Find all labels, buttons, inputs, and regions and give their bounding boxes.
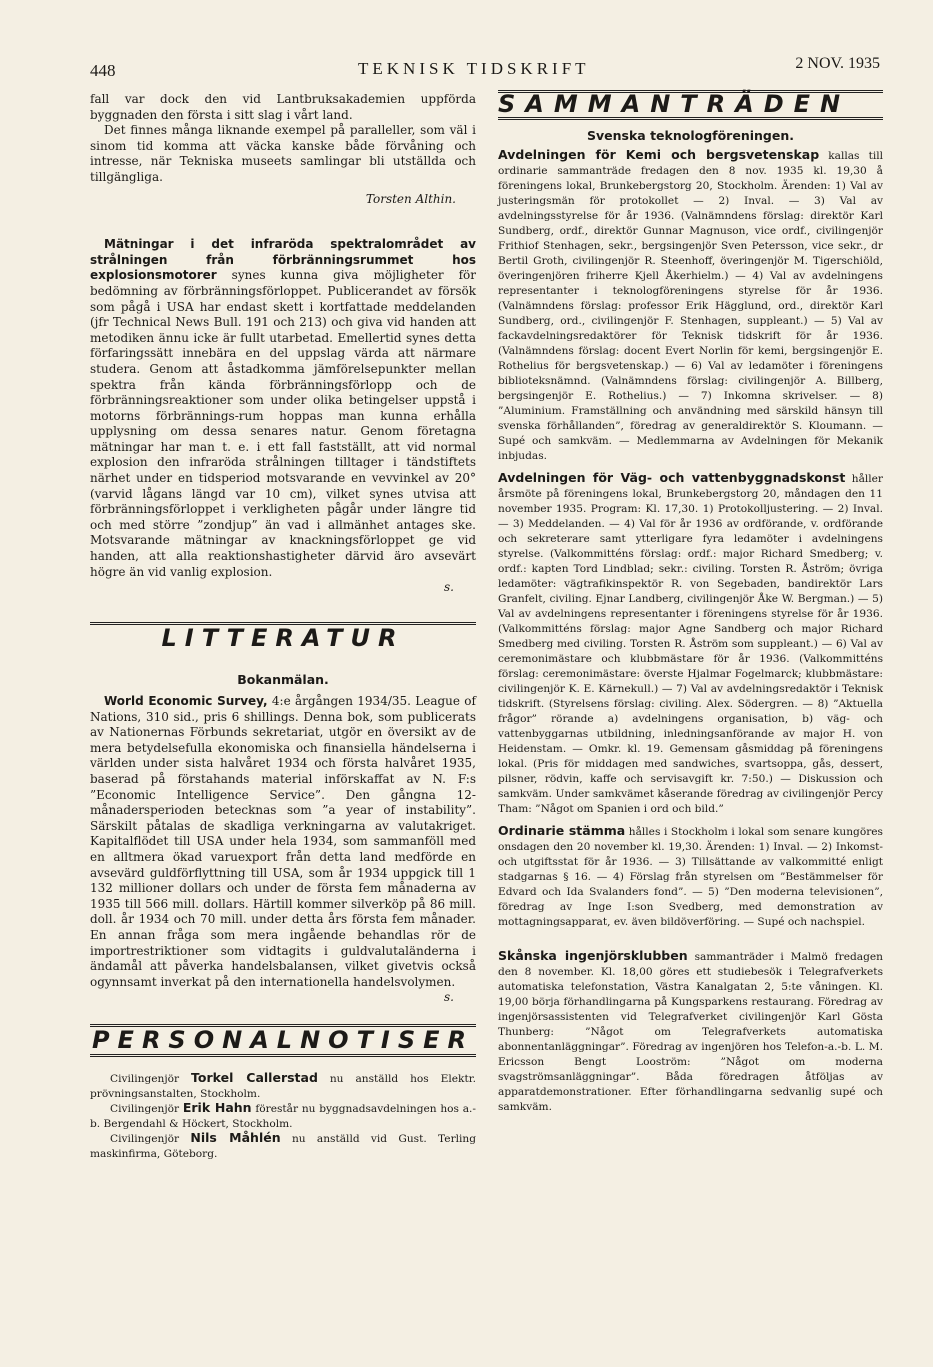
intro-paragraph-1: fall var dock den vid Lantbruksakademien uppförda byggnaden den första i sitt slag i vårt land. <box>90 92 476 122</box>
intro-paragraph-2: Det finnes många liknande exempel på paralleller, som väl i sinom tid komma att väcka kanske både förvåning och intresse, när Tekniska museets samlingar bli utställda och tillgängliga. <box>90 123 476 184</box>
svenska-heading: Svenska teknologföreningen. <box>587 127 794 143</box>
bokanmalan-heading: Bokanmälan. <box>237 672 329 688</box>
article-title: Mätningar i det infraröda spektralområdet av strålningen från förbränningsrummet hos explosionsmotorer <box>90 237 476 283</box>
book-review-body: 4:e årgången 1934/35. League of Nations, 310 sid., pris 6 shillings. Denna bok, som publicerats av Nationernas Förbunds sekretariat, utgör en översikt av de mera betydelsefulla ekonomiska och finansiella händelserna i världen under sista halvåret 1934 och första halvåret 1935, baserad på förstahands material införskaffat av N. F:s ”Economic Intelligence Service”. Den gångna 12-månadersperioden betecknas som ”a year of instability”. Särskilt påtalas de skadliga verkningarna av valutakriget. Kapitalflödet till USA under hela 1934, som sammanföll med en alltmera ökad varuexport från detta land medförde en avsevärd guldförflyttning till USA, som år 1934 uppgick till 1 132 millioner dollars och under de första fem månaderna av 1935 till 566 mill. dollars. Härtill kommer silverköp på 86 mill. doll. år 1934 och 70 mill. under detta års första fem månader. En annan fråga som mera ingående behandlas rör de importrestriktioner som vidtagits i guldvalutaländerna i ändamål att påverka handelsbalansen, vilket givetvis också ogynnsamt inverkat på den internationella handelsvolymen. <box>90 694 476 989</box>
person-name: Torkel Callerstad <box>191 1070 318 1086</box>
ordinarie-body: hålles i Stockholm i lokal som senare kungöres onsdagen den 20 november kl. 19,30. Ärenden: 1) Inval. — 2) Inkomst- och utgiftsstat för år 1936. — 3) Tillsättande av valkommitté enligt stadgarnas § 16. — 4) Förslag från styrelsen om ”Bestämmelser för Edvard och Ida Svalanders fond”. — 5) ”Den moderna televisionen”, föredrag av Inge I:son Svedberg, med demonstration av mottagningsapparat, ev. även bildöverföring. — Supé och nachspiel. <box>498 826 883 929</box>
journal-title: TEKNISK TIDSKRIFT <box>358 59 590 78</box>
person-name: Erik Hahn <box>182 1100 252 1116</box>
skanska-title: Skånska ingenjörsklubben <box>498 948 688 964</box>
personal-item: Civilingenjör Nils Måhlén nu anställd vid Gust. Terling maskinfirma, Göteborg. <box>90 1130 477 1160</box>
kemi-title: Avdelningen för Kemi och bergsvetenskap <box>498 147 820 163</box>
page-header <box>90 55 880 85</box>
personal-banner: PERSONALNOTISER <box>91 1025 475 1054</box>
right-column <box>498 90 883 1115</box>
kemi-body: kallas till ordinarie sammanträde fredagen den 8 nov. 1935 kl. 19,30 å föreningens lokal, Brunkebergstorg 20, Stockholm. Ärenden: 1) Val av justeringsmän för protokollet — 2) Inval. — 3) Val av avdelningsstyrelse för år 1936. (Valnämndens förslag: direktör Karl Sundberg, ordf., direktör Gunnar Magnuson, vice ordf., civilingenjör Frithiof Stenhagen, sekr., bergsingenjör Sven Petersson, vice sekr., dr Bertil Groth, civilingenjör R. Steenhoff, överingenjör M. Tigerschiöld, överingenjören friherre Kjell Åkerhielm.) — 4) Val av avdelningens representanter i teknologföreningens styrelse för år 1936. (Valnämndens förslag: professor Erik Hägglund, ord., direktör Karl Sundberg, ord., civilingenjör F. Stenhagen, suppleant.) — 5) Val av fackavdelningsredaktörer för Teknisk tidskrift för år 1936. (Valnämndens förslag: docent Evert Norlin för kemi, bergsingenjör E. Rothelius för bergsvetenskap.) — 6) Val av ledamöter i föreningens biblioteksnämnd. (Valnämndens förslag: civilingenjör A. Billberg, bergsingenjör E. Rothelius.) — 7) Inkomna skrivelser. — 8) ”Aluminium. Framställning och användning med särskild hänsyn till svenska förhållanden”, föredrag av generaldirektör S. Kloumann. — Supé och samkväm. — Medlemmarna av Avdelningen för Mekanik inbjudas. <box>498 150 883 463</box>
litteratur-banner: LITTERATUR <box>161 623 405 652</box>
vag-title: Avdelningen för Väg- och vattenbyggnadskonst <box>498 470 846 486</box>
skanska-body: sammanträder i Malmö fredagen den 8 november. Kl. 18,00 göres ett studiebesök i Telegrafverkets automatiska telefonstation, Västra Kanalgatan 2, 5:te våningen. Kl. 19,00 börja förhandlingarna på Kungsparkens restaurang. Föredrag av ingenjörsassistenten vid Telegrafverket civilingenjör Karl Gösta Thunberg: ”Något om Telegrafverkets automatiska abonnentanläggningar”. Föredrag av ingenjören hos Telefon-a.-b. L. M. Ericsson Bengt Looström: ”Något om moderna svagströmsanläggningar”. Båda föredragen åtföljas av apparatdemonstrationer. Efter förhandlingarna sedvanlig supé och samkväm. <box>498 951 883 1114</box>
sammantraden-banner: SAMMANTRÄDEN <box>498 90 851 118</box>
personal-item: Civilingenjör Erik Hahn förestår nu byggnadsavdelningen hos a.-b. Bergendahl & Höckert, Stockholm. <box>90 1100 476 1130</box>
page-number: 448 <box>90 61 116 80</box>
personal-item: Civilingenjör Torkel Callerstad nu anställd hos Elektr. prövningsanstalten, Stockholm. <box>90 1070 476 1100</box>
article-body: synes kunna giva möjligheter för bedömning av förbränningsförloppet. Publicerandet av försök som pågå i USA har endast skett i kortfattade meddelanden (jfr Technical News Bull. 191 och 213) och giva vid handen att metodiken ännu icke är fullt utarbetad. Emellertid synes detta förfaringssätt innebära en del uppslag värda att närmare studera. Genom att åstadkomma jämförelsepunkter mellan spektra från kända förbränningsförlopp och de förbränningsreaktioner som under olika betingelser uppstå i motorns förbrännings-rum hoppas man kunna erhålla upplysning om dessa senares natur. Genom företagna mätningar har man t. e. i ett fall fastställt, att vid normal explosion den infraröda strålningen tilltager i tändstiftets närhet under en tidsperiod motsvarande en vevvinkel av 20° (varvid lågans längd var 10 cm), vilket synes utvisa att förbränningsförloppet i verkligheten pågår under längre tid och med större ”zondjup” än vad i allmänhet antages ske. Motsvarande mätningar av knackningsförloppet ge vid handen, att alla reaktionshastigheter därvid äro avsevärt högre än vid vanlig explosion. <box>90 268 476 579</box>
book-signature: s. <box>444 990 454 1005</box>
intro-signature: Torsten Althin. <box>365 191 456 206</box>
book-title: World Economic Survey, <box>104 694 268 708</box>
ordinarie-title: Ordinarie stämma <box>498 823 626 839</box>
vag-body: håller årsmöte på föreningens lokal, Brunkebergstorg 20, måndagen den 11 november 1935. Program: Kl. 17,30. 1) Protokolljustering. — 2) Inval. — 3) Meddelanden. — 4) Val för år 1936 av ordförande, v. ordförande och sekreterare samt ytterligare fyra ledamöter i avdelningens styrelse. (Valkommitténs förslag: ordf.: major Richard Smedberg; v. ordf.: kapten Tord Lindblad; sekr.: civiling. Torsten R. Åström; övriga ledamöter: vägtrafikinspektör R. von Segebaden, bandirektör Lars Granfelt, civiling. Ejnar Landberg, civilingenjör Åke W. Bergman.) — 5) Val av avdelningens representanter i föreningens styrelse för år 1936. (Valkommitténs förslag: major Agne Sandberg och major Richard Smedberg med civiling. Torsten R. Åström som suppleant.) — 6) Val av ceremonimästare och klubbmästare för år 1936. (Valkommitténs förslag: ceremonimästare: överste Hjalmar Fogelmarck; klubbmästare: civilingenjör K. E. Kärnekull.) — 7) Val av avdelningsredaktör i Teknisk tidskrift. (Styrelsens förslag: civiling. Alex. Södergren. — 8) ”Aktuella frågor” rörande a) avdelningens organisation, b) väg- och vattenbyggarnas utbildning, inledningsanförande av major H. von Heidenstam. — Omkr. kl. 19. Gemensam gåsmiddag på föreningens lokal. (Pris för middagen med sandwiches, svartsoppa, gås, dessert, pilsner, rödvin, kaffe och servisavgift kr. 7:50.) — Diskussion och samkväm. Under samkvämet kåserande föredrag av civilingenjör Percy Tham: ”Något om Spanien i ord och bild.” <box>498 473 883 816</box>
article-signature: s. <box>444 580 454 595</box>
issue-date: 2 NOV. 1935 <box>795 55 880 72</box>
person-name: Nils Måhlén <box>190 1130 281 1146</box>
left-column <box>90 92 476 1161</box>
